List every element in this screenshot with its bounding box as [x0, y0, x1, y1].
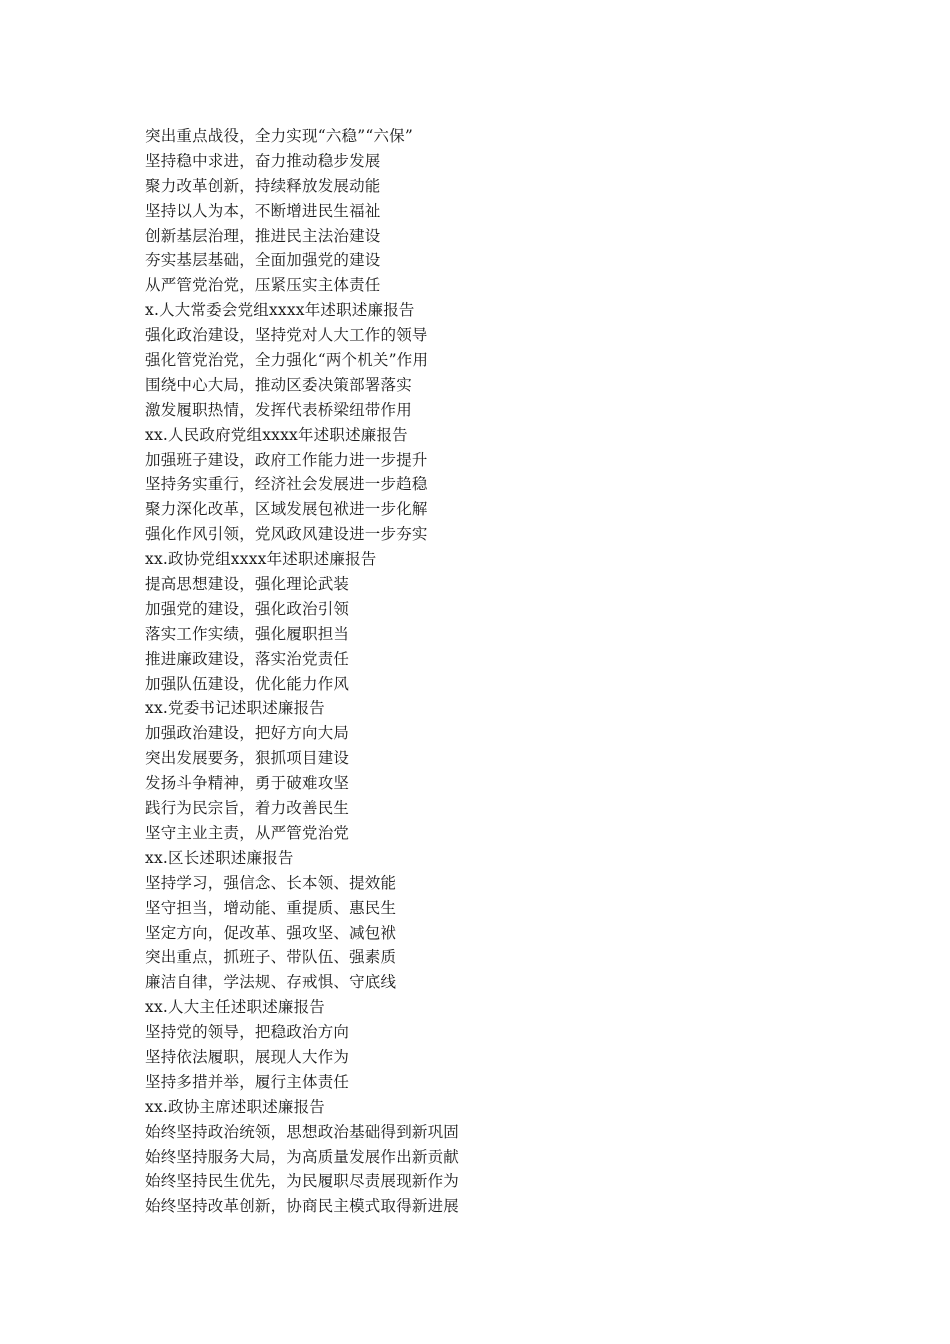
text-line: 聚力深化改革，区域发展包袱进一步化解 — [145, 500, 428, 519]
text-line: 突出重点战役，全力实现“六稳”“六保” — [145, 127, 413, 145]
text-line: 强化政治建设，坚持党对人大工作的领导 — [145, 326, 428, 345]
text-line: 践行为民宗旨，着力改善民生 — [145, 799, 350, 818]
text-line: 推进廉政建设，落实治党责任 — [145, 649, 350, 668]
text-line: 坚持依法履职，展现人大作为 — [145, 1047, 350, 1066]
text-line: 发扬斗争精神，勇于破难攻坚 — [145, 774, 350, 793]
section-heading: xx.党委书记述职述廉报告 — [145, 699, 326, 718]
document-body — [145, 124, 845, 1219]
text-line: 坚持务实重行，经济社会发展进一步趋稳 — [145, 475, 428, 494]
text-line: 创新基层治理，推进民主法治建设 — [145, 226, 381, 245]
section-heading: xx.人民政府党组xxxx年述职述廉报告 — [145, 425, 408, 444]
text-line: 加强队伍建设，优化能力作风 — [145, 674, 350, 693]
text-line: 加强党的建设，强化政治引领 — [145, 599, 350, 618]
text-line: 坚持党的领导，把稳政治方向 — [145, 1023, 350, 1042]
text-line: 坚定方向，促改革、强攻坚、减包袱 — [145, 923, 397, 942]
text-line: 强化管党治党，全力强化“两个机关”作用 — [145, 351, 429, 370]
section-heading: xx.政协党组xxxx年述职述廉报告 — [145, 550, 377, 569]
text-line: 加强班子建设，政府工作能力进一步提升 — [145, 450, 428, 469]
text-line: 聚力改革创新，持续释放发展动能 — [145, 176, 381, 195]
text-line: 突出发展要务，狠抓项目建设 — [145, 749, 350, 768]
section-heading: xx.政协主席述职述廉报告 — [145, 1097, 326, 1116]
text-line: 夯实基层基础，全面加强党的建设 — [145, 251, 381, 270]
text-line: 落实工作实绩，强化履职担当 — [145, 624, 350, 643]
text-line: 坚持以人为本，不断增进民生福祉 — [145, 201, 381, 220]
text-line: 始终坚持服务大局，为高质量发展作出新贡献 — [145, 1147, 460, 1166]
text-line: 提高思想建设，强化理论武装 — [145, 575, 350, 594]
text-line: 坚守主业主责，从严管党治党 — [145, 823, 350, 842]
section-heading: x.人大常委会党组xxxx年述职述廉报告 — [145, 301, 415, 320]
text-line: 强化作风引领，党风政风建设进一步夯实 — [145, 525, 428, 544]
section-heading: xx.区长述职述廉报告 — [145, 848, 294, 867]
text-line: 始终坚持改革创新，协商民主模式取得新进展 — [145, 1197, 460, 1216]
text-line: 从严管党治党，压紧压实主体责任 — [145, 276, 381, 295]
text-line: 坚持学习，强信念、长本领、提效能 — [145, 873, 397, 892]
text-line: 坚守担当，增动能、重提质、惠民生 — [145, 898, 397, 917]
text-line: 围绕中心大局，推动区委决策部署落实 — [145, 375, 412, 394]
text-line: 廉洁自律，学法规、存戒惧、守底线 — [145, 973, 397, 992]
text-line: 坚持稳中求进，奋力推动稳步发展 — [145, 151, 381, 170]
text-line: 激发履职热情，发挥代表桥梁纽带作用 — [145, 400, 412, 419]
text-line: 坚持多措并举，履行主体责任 — [145, 1072, 350, 1091]
text-line: 突出重点，抓班子、带队伍、强素质 — [145, 948, 397, 967]
text-line: 加强政治建设，把好方向大局 — [145, 724, 350, 743]
text-line: 始终坚持政治统领，思想政治基础得到新巩固 — [145, 1122, 460, 1141]
text-line: 始终坚持民生优先，为民履职尽责展现新作为 — [145, 1172, 460, 1191]
section-heading: xx.人大主任述职述廉报告 — [145, 998, 326, 1017]
